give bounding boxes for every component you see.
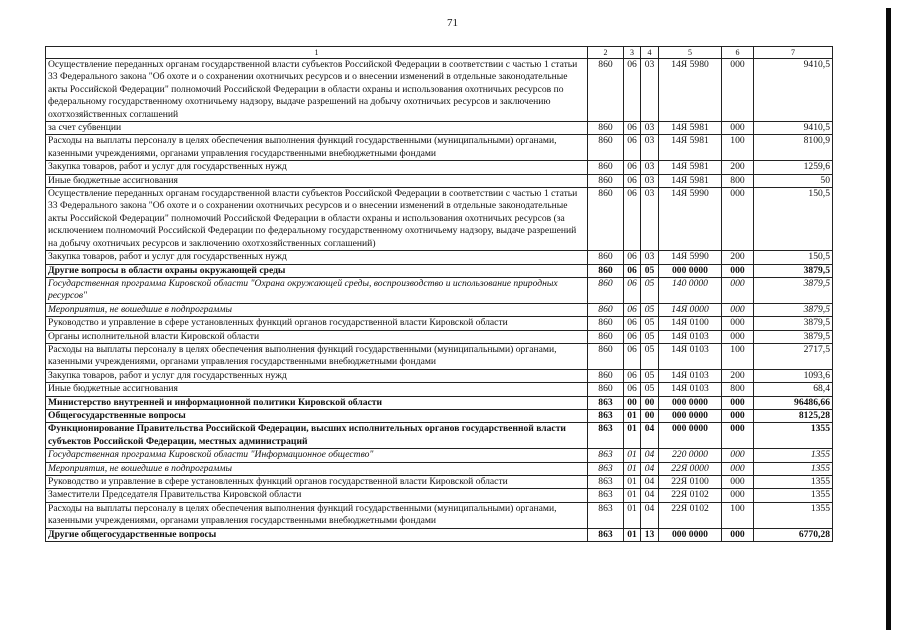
row-name-cell: Иные бюджетные ассигнования [46, 383, 588, 396]
expense-type-code-cell: 100 [722, 343, 754, 369]
row-name-cell: Государственная программа Кировской области "Охрана окружающей среды, воспроизводство и использование природных ресурсов" [46, 277, 588, 303]
section-code-cell: 06 [624, 277, 641, 303]
expense-type-code-cell: 000 [722, 449, 754, 462]
budget-table [45, 46, 833, 542]
subsection-code-cell: 05 [641, 303, 659, 316]
admin-code-cell: 860 [588, 317, 624, 330]
row-name-cell: Расходы на выплаты персоналу в целях обеспечения выполнения функций государственными (муниципальными) органами, казенными учреждениями, органами управления государственными внебюджетными фондами [46, 343, 588, 369]
target-item-code-cell: 14Я 0103 [659, 369, 722, 382]
subsection-code-cell: 00 [641, 396, 659, 409]
header-cell: 1 [46, 47, 588, 59]
expense-type-code-cell: 000 [722, 476, 754, 489]
expense-type-code-cell: 000 [722, 423, 754, 449]
section-code-cell: 01 [624, 409, 641, 422]
table-row [46, 489, 833, 502]
expense-type-code-cell: 000 [722, 277, 754, 303]
table-row [46, 59, 833, 122]
scan-edge-shadow [886, 8, 891, 630]
amount-cell: 1259,6 [754, 161, 833, 174]
subsection-code-cell: 05 [641, 330, 659, 343]
expense-type-code-cell: 000 [722, 528, 754, 541]
amount-cell: 68,4 [754, 383, 833, 396]
subsection-code-cell: 03 [641, 59, 659, 122]
subsection-code-cell: 04 [641, 449, 659, 462]
admin-code-cell: 860 [588, 330, 624, 343]
amount-cell: 3879,5 [754, 264, 833, 277]
admin-code-cell: 860 [588, 174, 624, 187]
subsection-code-cell: 05 [641, 277, 659, 303]
page-number: 71 [447, 17, 458, 29]
admin-code-cell: 863 [588, 462, 624, 475]
expense-type-code-cell: 200 [722, 161, 754, 174]
section-code-cell: 06 [624, 135, 641, 161]
expense-type-code-cell: 000 [722, 330, 754, 343]
subsection-code-cell: 04 [641, 476, 659, 489]
admin-code-cell: 860 [588, 59, 624, 122]
subsection-code-cell: 04 [641, 489, 659, 502]
row-name-cell: Министерство внутренней и информационной политики Кировской области [46, 396, 588, 409]
amount-cell: 1355 [754, 502, 833, 528]
admin-code-cell: 860 [588, 188, 624, 251]
admin-code-cell: 860 [588, 383, 624, 396]
section-code-cell: 06 [624, 264, 641, 277]
section-code-cell: 01 [624, 462, 641, 475]
expense-type-code-cell: 000 [722, 188, 754, 251]
table-row [46, 343, 833, 369]
amount-cell: 2717,5 [754, 343, 833, 369]
row-name-cell: Закупка товаров, работ и услуг для государственных нужд [46, 161, 588, 174]
row-name-cell: Закупка товаров, работ и услуг для государственных нужд [46, 369, 588, 382]
table-row [46, 528, 833, 541]
target-item-code-cell: 14Я 0103 [659, 383, 722, 396]
target-item-code-cell: 000 0000 [659, 528, 722, 541]
table-row [46, 317, 833, 330]
target-item-code-cell: 14Я 5990 [659, 188, 722, 251]
amount-cell: 3879,5 [754, 330, 833, 343]
target-item-code-cell: 22Я 0000 [659, 462, 722, 475]
admin-code-cell: 860 [588, 343, 624, 369]
subsection-code-cell: 04 [641, 423, 659, 449]
subsection-code-cell: 04 [641, 462, 659, 475]
amount-cell: 3879,5 [754, 317, 833, 330]
subsection-code-cell: 13 [641, 528, 659, 541]
admin-code-cell: 860 [588, 161, 624, 174]
admin-code-cell: 863 [588, 423, 624, 449]
amount-cell: 1355 [754, 462, 833, 475]
target-item-code-cell: 000 0000 [659, 396, 722, 409]
amount-cell: 3879,5 [754, 277, 833, 303]
row-name-cell: Заместители Председателя Правительства Кировской области [46, 489, 588, 502]
row-name-cell: Расходы на выплаты персоналу в целях обеспечения выполнения функций государственными (муниципальными) органами, казенными учреждениями, органами управления государственными внебюджетными фондами [46, 135, 588, 161]
subsection-code-cell: 05 [641, 369, 659, 382]
row-name-cell: Мероприятия, не вошедшие в подпрограммы [46, 462, 588, 475]
budget-table-body [46, 47, 833, 542]
subsection-code-cell: 04 [641, 502, 659, 528]
target-item-code-cell: 14Я 5981 [659, 161, 722, 174]
table-row [46, 462, 833, 475]
target-item-code-cell: 14Я 0000 [659, 303, 722, 316]
amount-cell: 50 [754, 174, 833, 187]
expense-type-code-cell: 000 [722, 122, 754, 135]
expense-type-code-cell: 000 [722, 409, 754, 422]
row-name-cell: Функционирование Правительства Российской Федерации, высших исполнительных органов государственной власти субъектов Российской Федерации, местных администраций [46, 423, 588, 449]
section-code-cell: 01 [624, 489, 641, 502]
section-code-cell: 06 [624, 188, 641, 251]
expense-type-code-cell: 000 [722, 317, 754, 330]
table-row [46, 264, 833, 277]
section-code-cell: 06 [624, 122, 641, 135]
admin-code-cell: 863 [588, 449, 624, 462]
row-name-cell: Другие общегосударственные вопросы [46, 528, 588, 541]
row-name-cell: Осуществление переданных органам государственной власти субъектов Российской Федерации в соответствии с частью 1 статьи 33 Федерального закона "Об охоте и о сохранении охотничьих ресурсов и о внесении изменений в отдельные законодательные акты Российской Федерации" полномочий Российской Федерации в области охраны и использования охотничьих ресурсов (за исключением полномочий Российской Федерации по федеральному государственному охотничьему надзору, выдаче разрешений на добычу охотничьих ресурсов и заключению охотхозяйственных соглашений) [46, 188, 588, 251]
admin-code-cell: 860 [588, 251, 624, 264]
table-row [46, 161, 833, 174]
section-code-cell: 00 [624, 396, 641, 409]
expense-type-code-cell: 000 [722, 489, 754, 502]
amount-cell: 150,5 [754, 251, 833, 264]
admin-code-cell: 860 [588, 303, 624, 316]
admin-code-cell: 860 [588, 277, 624, 303]
section-code-cell: 06 [624, 161, 641, 174]
target-item-code-cell: 000 0000 [659, 264, 722, 277]
row-name-cell: за счет субвенции [46, 122, 588, 135]
section-code-cell: 06 [624, 383, 641, 396]
row-name-cell: Государственная программа Кировской области "Информационное общество" [46, 449, 588, 462]
row-name-cell: Руководство и управление в сфере установленных функций органов государственной власти Кировской области [46, 476, 588, 489]
header-cell: 3 [624, 47, 641, 59]
row-name-cell: Мероприятия, не вошедшие в подпрограммы [46, 303, 588, 316]
table-row [46, 188, 833, 251]
subsection-code-cell: 00 [641, 409, 659, 422]
amount-cell: 1355 [754, 476, 833, 489]
row-name-cell: Общегосударственные вопросы [46, 409, 588, 422]
table-row [46, 369, 833, 382]
section-code-cell: 06 [624, 174, 641, 187]
target-item-code-cell: 220 0000 [659, 449, 722, 462]
target-item-code-cell: 22Я 0100 [659, 476, 722, 489]
section-code-cell: 06 [624, 317, 641, 330]
table-row [46, 174, 833, 187]
target-item-code-cell: 14Я 0103 [659, 343, 722, 369]
amount-cell: 1355 [754, 423, 833, 449]
subsection-code-cell: 03 [641, 135, 659, 161]
table-row [46, 423, 833, 449]
section-code-cell: 06 [624, 303, 641, 316]
section-code-cell: 06 [624, 251, 641, 264]
expense-type-code-cell: 100 [722, 135, 754, 161]
table-row [46, 122, 833, 135]
expense-type-code-cell: 000 [722, 396, 754, 409]
header-cell: 2 [588, 47, 624, 59]
admin-code-cell: 863 [588, 476, 624, 489]
admin-code-cell: 863 [588, 409, 624, 422]
section-code-cell: 01 [624, 502, 641, 528]
expense-type-code-cell: 000 [722, 264, 754, 277]
target-item-code-cell: 140 0000 [659, 277, 722, 303]
admin-code-cell: 863 [588, 489, 624, 502]
section-code-cell: 01 [624, 476, 641, 489]
target-item-code-cell: 000 0000 [659, 409, 722, 422]
subsection-code-cell: 05 [641, 343, 659, 369]
amount-cell: 8125,28 [754, 409, 833, 422]
expense-type-code-cell: 100 [722, 502, 754, 528]
amount-cell: 8100,9 [754, 135, 833, 161]
section-code-cell: 06 [624, 330, 641, 343]
amount-cell: 1355 [754, 449, 833, 462]
amount-cell: 9410,5 [754, 59, 833, 122]
admin-code-cell: 860 [588, 369, 624, 382]
row-name-cell: Органы исполнительной власти Кировской области [46, 330, 588, 343]
admin-code-cell: 860 [588, 122, 624, 135]
section-code-cell: 01 [624, 449, 641, 462]
subsection-code-cell: 03 [641, 188, 659, 251]
expense-type-code-cell: 000 [722, 462, 754, 475]
subsection-code-cell: 03 [641, 122, 659, 135]
table-row [46, 409, 833, 422]
target-item-code-cell: 14Я 5981 [659, 122, 722, 135]
admin-code-cell: 863 [588, 528, 624, 541]
table-row [46, 330, 833, 343]
target-item-code-cell: 14Я 0103 [659, 330, 722, 343]
amount-cell: 1355 [754, 489, 833, 502]
amount-cell: 3879,5 [754, 303, 833, 316]
row-name-cell: Другие вопросы в области охраны окружающей среды [46, 264, 588, 277]
expense-type-code-cell: 000 [722, 59, 754, 122]
target-item-code-cell: 000 0000 [659, 423, 722, 449]
table-row [46, 502, 833, 528]
section-code-cell: 06 [624, 369, 641, 382]
target-item-code-cell: 14Я 5981 [659, 135, 722, 161]
table-row [46, 251, 833, 264]
amount-cell: 96486,66 [754, 396, 833, 409]
section-code-cell: 01 [624, 528, 641, 541]
section-code-cell: 06 [624, 59, 641, 122]
table-row [46, 383, 833, 396]
section-code-cell: 01 [624, 423, 641, 449]
amount-cell: 1093,6 [754, 369, 833, 382]
admin-code-cell: 860 [588, 264, 624, 277]
table-row [46, 303, 833, 316]
section-code-cell: 06 [624, 343, 641, 369]
table-row [46, 135, 833, 161]
target-item-code-cell: 22Я 0102 [659, 502, 722, 528]
target-item-code-cell: 14Я 5980 [659, 59, 722, 122]
admin-code-cell: 863 [588, 396, 624, 409]
table-row [46, 449, 833, 462]
header-cell: 7 [754, 47, 833, 59]
expense-type-code-cell: 000 [722, 303, 754, 316]
table-row [46, 277, 833, 303]
expense-type-code-cell: 200 [722, 251, 754, 264]
subsection-code-cell: 05 [641, 264, 659, 277]
expense-type-code-cell: 200 [722, 369, 754, 382]
header-cell: 6 [722, 47, 754, 59]
subsection-code-cell: 03 [641, 251, 659, 264]
amount-cell: 9410,5 [754, 122, 833, 135]
expense-type-code-cell: 800 [722, 174, 754, 187]
subsection-code-cell: 05 [641, 383, 659, 396]
amount-cell: 150,5 [754, 188, 833, 251]
subsection-code-cell: 03 [641, 174, 659, 187]
row-name-cell: Закупка товаров, работ и услуг для государственных нужд [46, 251, 588, 264]
row-name-cell: Иные бюджетные ассигнования [46, 174, 588, 187]
row-name-cell: Осуществление переданных органам государственной власти субъектов Российской Федерации в соответствии с частью 1 статьи 33 Федерального закона "Об охоте и о сохранении охотничьих ресурсов и о внесении изменений в отдельные законодательные акты Российской Федерации" полномочий Российской Федерации в области охраны и использования охотничьих ресурсов по федеральному государственному охотничьему надзору, выдаче разрешений на добычу охотничьих ресурсов и заключению охотхозяйственных соглашений [46, 59, 588, 122]
target-item-code-cell: 22Я 0102 [659, 489, 722, 502]
table-header-row [46, 47, 833, 59]
table-row [46, 476, 833, 489]
amount-cell: 6770,28 [754, 528, 833, 541]
target-item-code-cell: 14Я 5990 [659, 251, 722, 264]
expense-type-code-cell: 800 [722, 383, 754, 396]
subsection-code-cell: 03 [641, 161, 659, 174]
header-cell: 4 [641, 47, 659, 59]
row-name-cell: Руководство и управление в сфере установленных функций органов государственной власти Кировской области [46, 317, 588, 330]
admin-code-cell: 863 [588, 502, 624, 528]
admin-code-cell: 860 [588, 135, 624, 161]
subsection-code-cell: 05 [641, 317, 659, 330]
target-item-code-cell: 14Я 0100 [659, 317, 722, 330]
table-row [46, 396, 833, 409]
row-name-cell: Расходы на выплаты персоналу в целях обеспечения выполнения функций государственными (муниципальными) органами, казенными учреждениями, органами управления государственными внебюджетными фондами [46, 502, 588, 528]
header-cell: 5 [659, 47, 722, 59]
target-item-code-cell: 14Я 5981 [659, 174, 722, 187]
